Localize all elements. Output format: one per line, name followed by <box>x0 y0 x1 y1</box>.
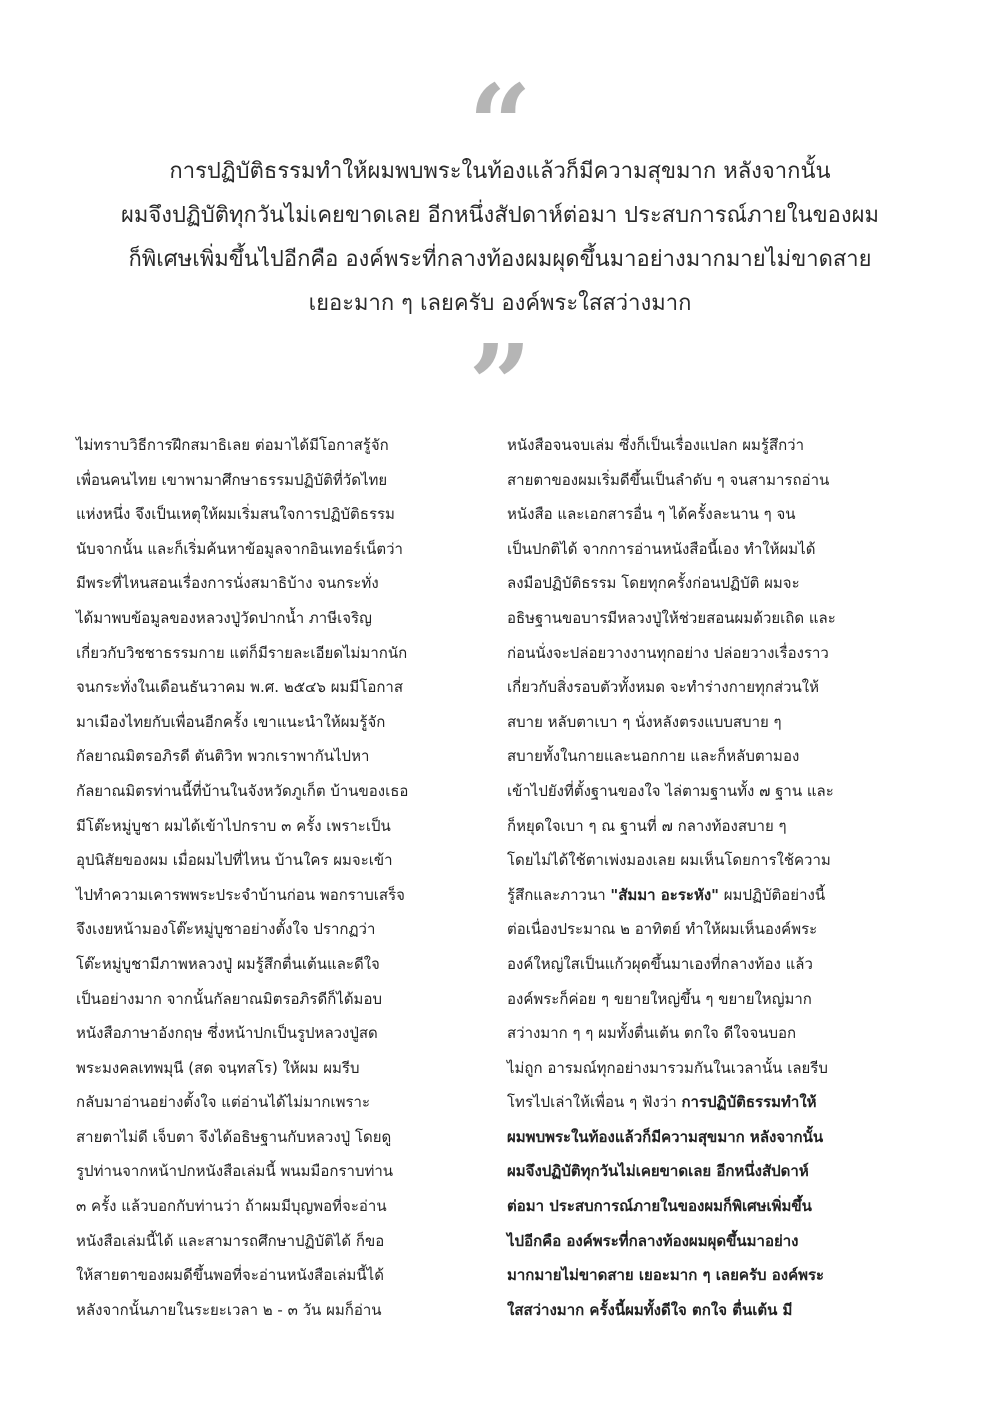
text-line: ลงมือปฏิบัติธรรม โดยทุกครั้งก่อนปฏิบัติ ผมจะ <box>507 574 800 593</box>
text-line: องค์พระก็ค่อย ๆ ขยายใหญ่ขึ้น ๆ ขยายใหญ่มาก <box>507 989 812 1008</box>
text-line: องค์ใหญ่ใสเป็นแก้วผุดขึ้นมาเองที่กลางท้อง แล้ว <box>507 954 813 973</box>
text-line: มีโต๊ะหมู่บูชา ผมได้เข้าไปกราบ ๓ ครั้ง เพราะเป็น <box>76 816 391 835</box>
text-line: มาเมืองไทยกับเพื่อนอีกครั้ง เขาแนะนำให้ผมรู้จัก <box>76 712 386 731</box>
text-line: ก็หยุดใจเบา ๆ ณ ฐานที่ ๗ กลางท้องสบาย ๆ <box>507 816 787 835</box>
text-line: หนังสือเล่มนี้ได้ และสามารถศึกษาปฏิบัติได้ ก็ขอ <box>76 1231 385 1250</box>
open-quote-mark: “ <box>468 60 532 189</box>
text-line: เกี่ยวกับวิชชาธรรมกาย แต่ก็มีรายละเอียดไม่มากนัก <box>76 643 408 662</box>
mantra-line-after: ผมปฏิบัติอย่างนี้ <box>719 885 826 904</box>
text-line: สบายทั้งในกายและนอกกาย และก็หลับตามอง <box>507 747 800 766</box>
text-line: อธิษฐานขอบารมีหลวงปู่ให้ช่วยสอนผมด้วยเถิด และ <box>507 608 836 627</box>
text-line: มีพระที่ไหนสอนเรื่องการนั่งสมาธิบ้าง จนกระทั่ง <box>76 574 379 593</box>
text-line: ๓ ครั้ง แล้วบอกกับท่านว่า ถ้าผมมีบุญพอที่จะอ่าน <box>76 1197 387 1216</box>
text-line: สายตาไม่ดี เจ็บตา จึงได้อธิษฐานกับหลวงปู่ โดยดู <box>76 1127 392 1146</box>
text-line: กัลยาณมิตรท่านนี้ที่บ้านในจังหวัดภูเก็ต บ้านของเธอ <box>76 781 409 800</box>
text-line: เพื่อนคนไทย เขาพามาศึกษาธรรมปฏิบัติที่วัดไทย <box>76 470 388 489</box>
text-line: หนังสือ และเอกสารอื่น ๆ ได้ครั้งละนาน ๆ จน <box>507 505 796 524</box>
text-line: หนังสือจนจบเล่ม ซึ่งก็เป็นเรื่องแปลก ผมรู้สึกว่า <box>507 436 805 454</box>
text-line: โดยไม่ได้ใช้ตาเพ่งมองเลย ผมเห็นโดยการใช้ความ <box>507 851 831 870</box>
text-line: แห่งหนึ่ง จึงเป็นเหตุให้ผมเริ่มสนใจการปฏิบัติธรรม <box>76 505 395 524</box>
text-line: พระมงคลเทพมุนี (สด จนฺทสโร) ให้ผม ผมรีบ <box>76 1058 360 1077</box>
text-line: นับจากนั้น และก็เริ่มค้นหาข้อมูลจากอินเทอร์เน็ตว่า <box>76 539 403 558</box>
bold-text-line: ผมจึงปฏิบัติทุกวันไม่เคยขาดเลย อีกหนึ่งสัปดาห์ <box>507 1162 809 1181</box>
mixed-line-bold: การปฏิบัติธรรมทำให้ <box>681 1093 817 1112</box>
text-line: เป็นอย่างมาก จากนั้นกัลยาณมิตรอภิรดีก็ได้มอบ <box>76 989 382 1008</box>
text-line: กัลยาณมิตรอภิรดี ตันติวิท พวกเราพากันไปหา <box>76 747 370 766</box>
text-line: เป็นปกติได้ จากการอ่านหนังสือนี้เอง ทำให้ผมได้ <box>507 539 816 558</box>
pull-quote-line: ผมจึงปฏิบัติทุกวันไม่เคยขาดเลย อีกหนึ่งสัปดาห์ต่อมา ประสบการณ์ภายในของผม <box>121 203 879 228</box>
pull-quote-line: การปฏิบัติธรรมทำให้ผมพบพระในท้องแล้วก็มีความสุขมาก หลังจากนั้น <box>169 159 831 184</box>
text-line: สายตาของผมเริ่มดีขึ้นเป็นลำดับ ๆ จนสามารถอ่าน <box>507 470 830 489</box>
bold-text-line: ต่อมา ประสบการณ์ภายในของผมก็พิเศษเพิ่มขึ้น <box>507 1197 812 1216</box>
close-quote-mark: ” <box>468 320 532 449</box>
pull-quote <box>60 150 940 326</box>
bold-text-line: มากมายไม่ขาดสาย เยอะมาก ๆ เลยครับ องค์พระ <box>507 1266 825 1285</box>
text-line: ได้มาพบข้อมูลของหลวงปู่วัดปากน้ำ ภาษีเจริญ <box>76 608 372 627</box>
bold-text-line: ใสสว่างมาก ครั้งนี้ผมทั้งดีใจ ตกใจ ตื่นเต้น มี <box>507 1300 793 1319</box>
mixed-line-normal: โทรไปเล่าให้เพื่อน ๆ ฟังว่า <box>507 1093 682 1112</box>
bold-text-line: ผมพบพระในท้องแล้วก็มีความสุขมาก หลังจากนั้น <box>507 1127 824 1146</box>
mixed-line <box>507 1085 897 1120</box>
text-line: เข้าไปยังที่ตั้งฐานของใจ ไล่ตามฐานทั้ง ๗ ฐาน และ <box>507 781 834 800</box>
text-line: รูปท่านจากหน้าปกหนังสือเล่มนี้ พนมมือกราบท่าน <box>76 1162 394 1181</box>
left-column <box>76 428 466 1327</box>
text-line: ไม่ทราบวิธีการฝึกสมาธิเลย ต่อมาได้มีโอกาสรู้จัก <box>76 436 389 454</box>
pull-quote-line: เยอะมาก ๆ เลยครับ องค์พระใสสว่างมาก <box>308 291 692 316</box>
mantra-line <box>507 878 897 913</box>
text-line: กลับมาอ่านอย่างตั้งใจ แต่อ่านได้ไม่มากเพราะ <box>76 1093 371 1112</box>
text-line: สบาย หลับตาเบา ๆ นั่งหลังตรงแบบสบาย ๆ <box>507 712 782 731</box>
text-line: หลังจากนั้นภายในระยะเวลา ๒ - ๓ วัน ผมก็อ่าน <box>76 1300 382 1319</box>
text-line: ก่อนนั่งจะปล่อยวางงานทุกอย่าง ปล่อยวางเรื่องราว <box>507 643 829 662</box>
text-line: โต๊ะหมู่บูชามีภาพหลวงปู่ ผมรู้สึกตื่นเต้นและดีใจ <box>76 954 380 973</box>
text-line: เกี่ยวกับสิ่งรอบตัวทั้งหมด จะทำร่างกายทุกส่วนให้ <box>507 678 820 697</box>
text-line: จึงเงยหน้ามองโต๊ะหมู่บูชาอย่างตั้งใจ ปรากฏว่า <box>76 920 376 939</box>
text-line: จนกระทั่งในเดือนธันวาคม พ.ศ. ๒๕๔๖ ผมมีโอกาส <box>76 678 403 697</box>
right-column <box>507 428 897 1327</box>
text-line: สว่างมาก ๆ ๆ ผมทั้งตื่นเต้น ตกใจ ดีใจจนบอก <box>507 1024 797 1043</box>
text-line: ไปทำความเคารพพระประจำบ้านก่อน พอกราบเสร็จ <box>76 885 405 904</box>
text-line: ให้สายตาของผมดีขึ้นพอที่จะอ่านหนังสือเล่มนี้ได้ <box>76 1266 384 1285</box>
pull-quote-line: ก็พิเศษเพิ่มขึ้นไปอีกคือ องค์พระที่กลางท้องผมผุดขึ้นมาอย่างมากมายไม่ขาดสาย <box>128 247 872 272</box>
text-line: ต่อเนื่องประมาณ ๒ อาทิตย์ ทำให้ผมเห็นองค์พระ <box>507 920 818 939</box>
mantra-text: "สัมมา อะระหัง" <box>610 885 719 904</box>
text-line: อุปนิสัยของผม เมื่อผมไปที่ไหน บ้านใคร ผมจะเข้า <box>76 851 393 870</box>
text-line: ไม่ถูก อารมณ์ทุกอย่างมารวมกันในเวลานั้น เลยรีบ <box>507 1058 828 1077</box>
bold-text-line: ไปอีกคือ องค์พระที่กลางท้องผมผุดขึ้นมาอย่าง <box>507 1231 799 1250</box>
mantra-line-before: รู้สึกและภาวนา <box>507 885 611 904</box>
text-line: หนังสือภาษาอังกฤษ ซึ่งหน้าปกเป็นรูปหลวงปู่สด <box>76 1024 378 1043</box>
